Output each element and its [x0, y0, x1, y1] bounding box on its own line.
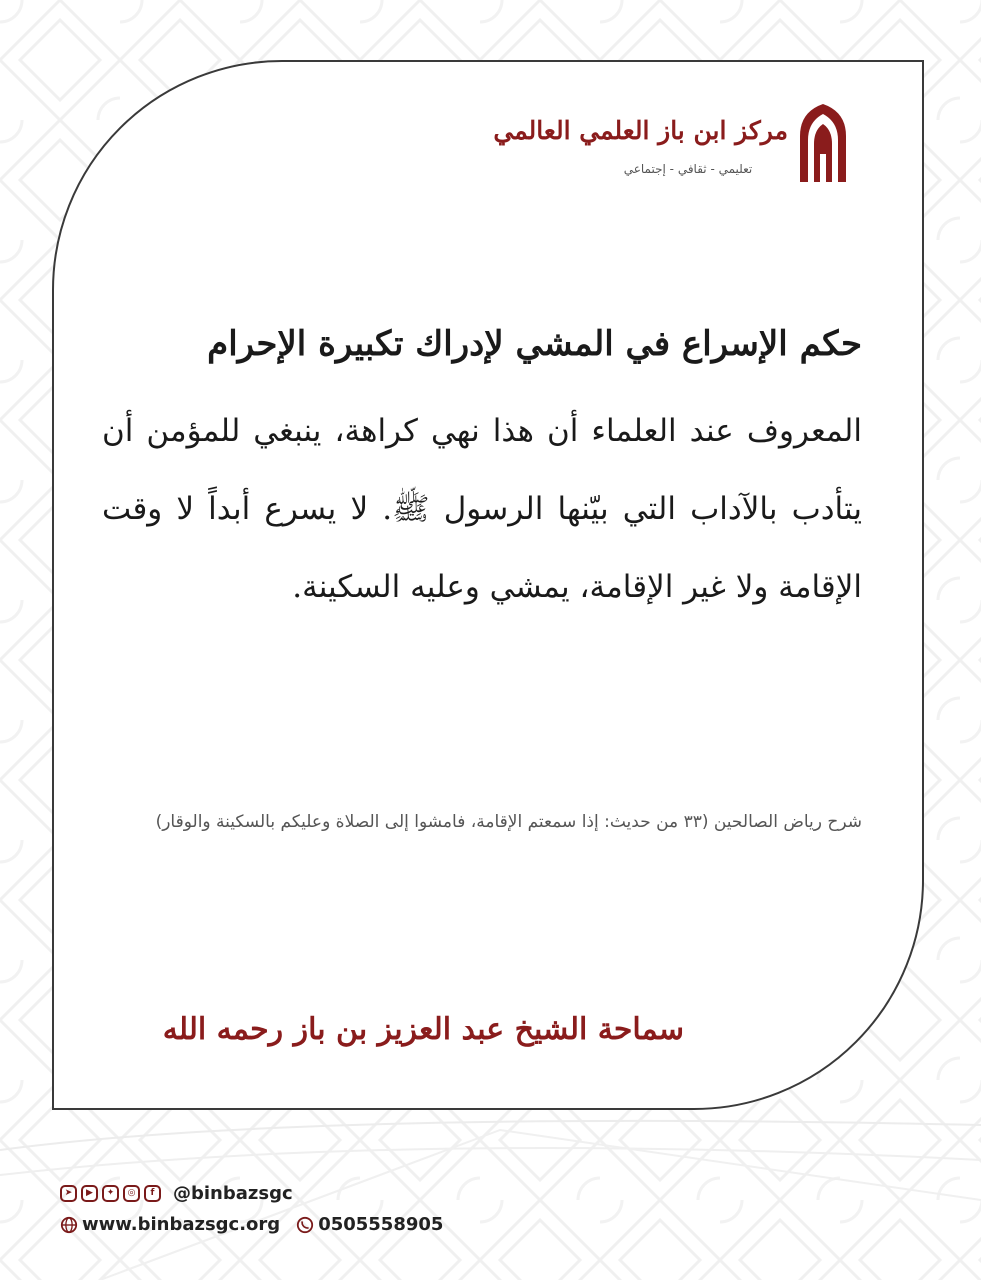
telegram-icon[interactable]: ➤: [60, 1185, 77, 1202]
contact-bar: [60, 1214, 443, 1235]
sheikh-signature: سماحة الشيخ عبد العزيز بن باز رحمه الله: [162, 1012, 684, 1047]
logo-tagline: تعليمي - ثقافي - إجتماعي: [623, 162, 753, 176]
phone-number[interactable]: 0505558905: [318, 1214, 444, 1235]
page-title: حكم الإسراع في المشي لإدراك تكبيرة الإحرام: [207, 324, 862, 364]
social-bar: [60, 1183, 293, 1204]
source-reference: شرح رياض الصالحين (٣٣ من حديث: إذا سمعتم الإقامة، فامشوا إلى الصلاة وعليكم بالسكينة والوقار): [155, 812, 862, 832]
facebook-icon[interactable]: f: [144, 1185, 161, 1202]
youtube-icon[interactable]: ▶: [81, 1185, 98, 1202]
fatwa-text: المعروف عند العلماء أن هذا نهي كراهة، ينبغي للمؤمن أن يتأدب بالآداب التي بيّنها الرسول ﷺ. لا يسرع أبداً لا وقت الإقامة ولا غير الإقامة، يمشي وعليه السكينة.: [102, 413, 862, 605]
instagram-icon[interactable]: ◎: [123, 1185, 140, 1202]
whatsapp-icon: [296, 1216, 314, 1234]
logo-name: مركز ابن باز العلمي العالمي: [493, 116, 788, 145]
social-handle[interactable]: @binbazsgc: [173, 1183, 293, 1204]
globe-icon: [60, 1216, 78, 1234]
website-link[interactable]: www.binbazsgc.org: [82, 1214, 281, 1235]
mosque-arch-icon: [796, 102, 850, 184]
center-logo: [493, 84, 862, 234]
twitter-icon[interactable]: ✦: [102, 1185, 119, 1202]
quote-card: [52, 60, 924, 1110]
